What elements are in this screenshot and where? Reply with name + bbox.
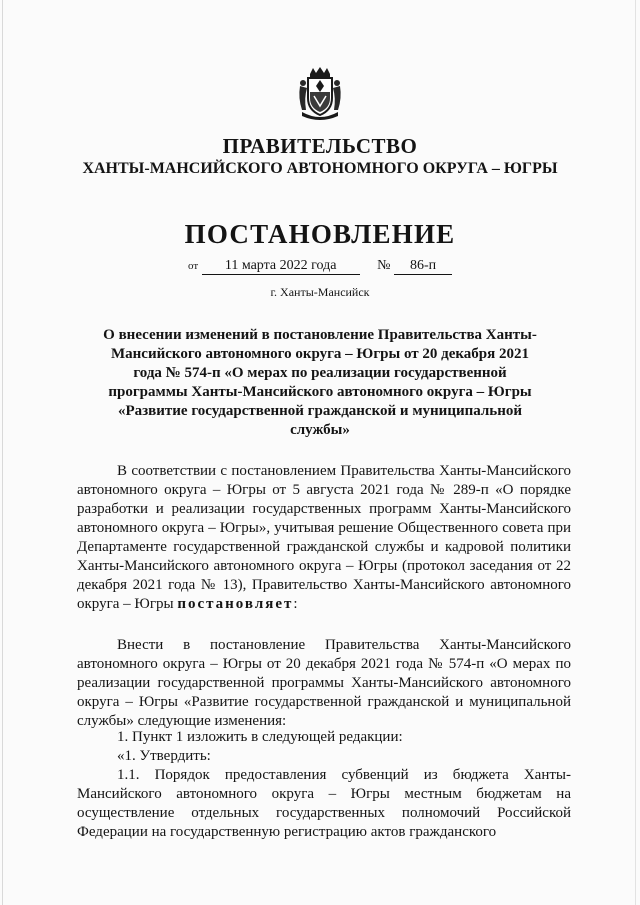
from-label: от xyxy=(187,260,199,272)
place-of-issue: г. Ханты-Мансийск xyxy=(270,285,370,299)
preamble-paragraph xyxy=(77,462,571,614)
preamble-text: В соответствии с постановлением Правительства Ханты-Мансийского автономного округа – Югры от 5 августа 2021 года № 289-п «О порядке разработки и реализации государственных программ Ханты-Мансийского автономного округа – Югры», учитывая решение Общественного совета при Департаменте государственной гражданской службы и кадровой политики Ханты-Мансийского автономного округа – Югры (протокол заседания от 22 декабря 2021 года № 13), Правительство Ханты-Мансийского автономного округа – Югры xyxy=(77,463,571,612)
item-3: 1.1. Порядок предоставления субвенций из бюджета Ханты-Мансийского автономного округа – Югры местным бюджетам на осуществление отдельных государственных полномочий Российской Федерации на государственную регистрацию актов гражданского xyxy=(77,767,571,840)
org-title: ПРАВИТЕЛЬСТВО xyxy=(222,134,418,158)
date-number-line xyxy=(0,258,640,275)
amendment-items xyxy=(77,728,571,842)
document-date: 11 марта 2022 года xyxy=(202,258,360,275)
coat-of-arms-icon xyxy=(296,66,344,122)
org-subtitle: ХАНТЫ-МАНСИЙСКОГО АВТОНОМНОГО ОКРУГА – ЮГРЫ xyxy=(82,160,558,177)
decree-word: постановляет xyxy=(177,596,294,612)
document-type: ПОСТАНОВЛЕНИЕ xyxy=(184,219,456,249)
amendment-paragraph: Внести в постановление Правительства Ханты-Мансийского автономного округа – Югры от 20 декабря 2021 года № 574-п «О мерах по реализации государственной программы Ханты-Мансийского автономного округа – Югры «Развитие государственной гражданской и муниципальной службы» следующие изменения: xyxy=(77,637,571,729)
document-heading: О внесении изменений в постановление Правительства Ханты-Мансийского автономного округа – Югры от 20 декабря 2021 года № 574-п «О мерах по реализации государственной программы Ханты-Мансийского автономного округа – Югры «Развитие государственной гражданской и муниципальной службы» xyxy=(103,327,537,438)
item-1: 1. Пункт 1 изложить в следующей редакции: xyxy=(117,729,403,745)
decree-colon: : xyxy=(293,596,298,612)
number-label: № xyxy=(377,258,391,273)
document-number: 86-п xyxy=(394,258,452,275)
item-2: «1. Утвердить: xyxy=(117,748,211,764)
